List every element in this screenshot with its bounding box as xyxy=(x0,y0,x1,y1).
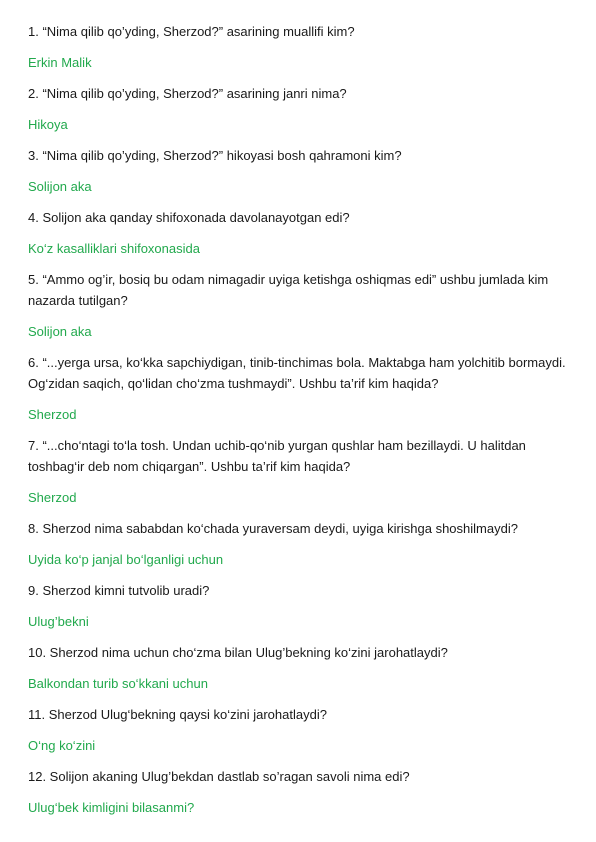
answer-8: Uyida ko‘p janjal bo‘lganligi uchun xyxy=(28,552,224,567)
question-12: 12. Solijon akaning Ulug’bekdan dastlab so’ragan savoli nima edi? xyxy=(28,769,410,784)
answer-10: Balkondan turib so‘kkani uchun xyxy=(28,676,208,691)
answer-9: Ulug’bekni xyxy=(28,614,89,629)
answer-6: Sherzod xyxy=(28,407,77,422)
answer-12: Ulug‘bek kimligini bilasanmi? xyxy=(28,800,195,815)
answer-3: Solijon aka xyxy=(28,179,92,194)
question-6: 6. “...yerga ursa, ko‘kka sapchiydigan, tinib-tinchimas bola. Maktabga ham yolchitib bormaydi. Og‘zidan saqich, qo‘lidan cho‘zma tushmaydi”. Ushbu ta’rif kim haqida? xyxy=(28,355,566,391)
answer-7: Sherzod xyxy=(28,490,77,505)
answer-2: Hikoya xyxy=(28,117,68,132)
answer-4: Ko‘z kasalliklari shifoxonasida xyxy=(28,241,200,256)
answer-11: O‘ng ko‘zini xyxy=(28,738,96,753)
question-10: 10. Sherzod nima uchun cho‘zma bilan Ulug’bekning ko‘zini jarohatlaydi? xyxy=(28,645,448,660)
question-2: 2. “Nima qilib qo’yding, Sherzod?” asarining janri nima? xyxy=(28,86,347,101)
answer-5: Solijon aka xyxy=(28,324,92,339)
question-1: 1. “Nima qilib qo’yding, Sherzod?” asarining muallifi kim? xyxy=(28,24,355,39)
question-3: 3. “Nima qilib qo’yding, Sherzod?” hikoyasi bosh qahramoni kim? xyxy=(28,148,402,163)
question-8: 8. Sherzod nima sababdan ko‘chada yuraversam deydi, uyiga kirishga shoshilmaydi? xyxy=(28,521,518,536)
question-4: 4. Solijon aka qanday shifoxonada davolanayotgan edi? xyxy=(28,210,350,225)
question-11: 11. Sherzod Ulug‘bekning qaysi ko‘zini jarohatlaydi? xyxy=(28,707,327,722)
question-7: 7. “...cho‘ntagi to‘la tosh. Undan uchib-qo‘nib yurgan qushlar ham bezillaydi. U halitdan toshbag‘ir deb nom chiqargan”. Ushbu ta’rif kim haqida? xyxy=(28,438,526,474)
question-9: 9. Sherzod kimni tutvolib uradi? xyxy=(28,583,210,598)
answer-1: Erkin Malik xyxy=(28,55,92,70)
question-5: 5. “Ammo og’ir, bosiq bu odam nimagadir uyiga ketishga oshiqmas edi” ushbu jumlada kim nazarda tutilgan? xyxy=(28,272,549,308)
